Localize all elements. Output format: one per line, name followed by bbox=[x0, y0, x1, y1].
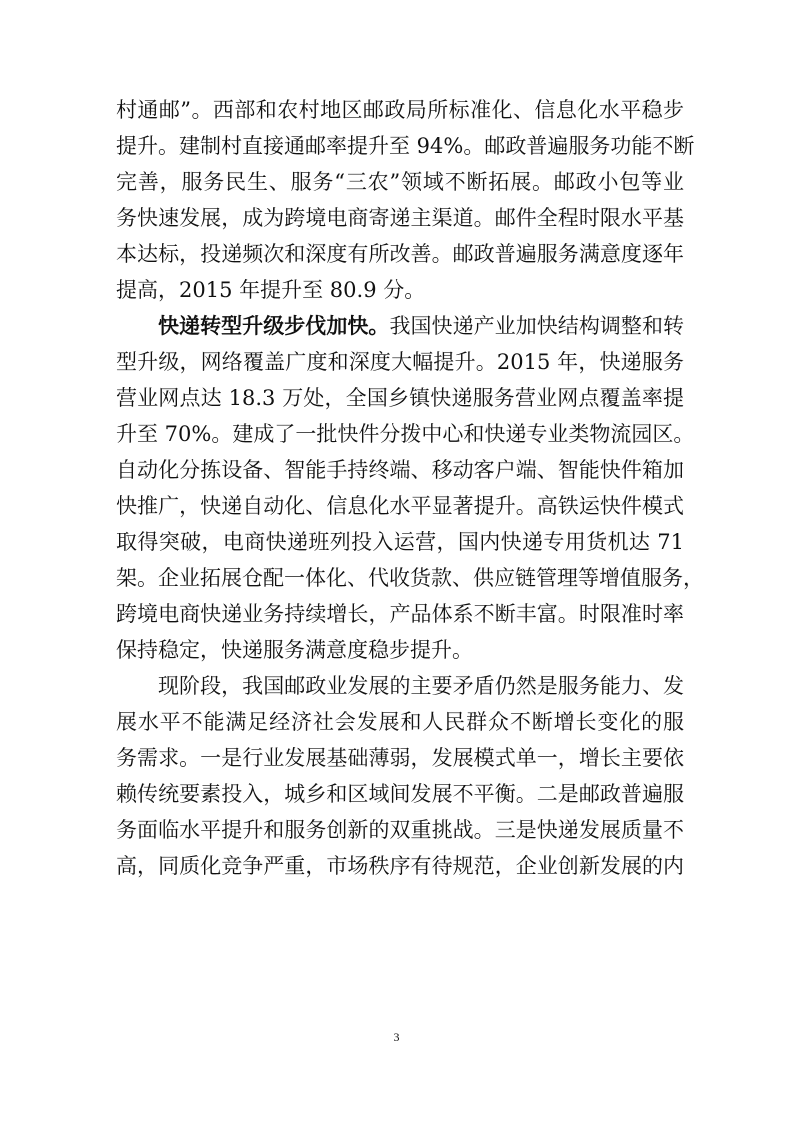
text-line: 保持稳定，快递服务满意度稳步提升。 bbox=[116, 638, 473, 662]
text-line: 现阶段，我国邮政业发展的主要矛盾仍然是服务能力、发 bbox=[158, 674, 684, 698]
text-span: 我国快递产业加快结构调整和转 bbox=[389, 314, 685, 338]
body-text bbox=[116, 92, 704, 884]
text-line: 务面临水平提升和服务创新的双重挑战。三是快递发展质量不 bbox=[116, 818, 684, 842]
text-line: 型升级，网络覆盖广度和深度大幅提升。2015 年，快递服务 bbox=[116, 350, 684, 374]
text-line: 提高，2015 年提升至 80.9 分。 bbox=[116, 278, 426, 302]
text-line: 自动化分拣设备、智能手持终端、移动客户端、智能快件箱加 bbox=[116, 458, 684, 482]
paragraph-heading: 快递转型升级步伐加快。 bbox=[158, 314, 390, 338]
text-line: 务快速发展，成为跨境电商寄递主渠道。邮件全程时限水平基 bbox=[116, 206, 684, 230]
text-line: 升至 70%。建成了一批快件分拨中心和快递专业类物流园区。 bbox=[116, 422, 695, 446]
text-line: 架。企业拓展仓配一体化、代收货款、供应链管理等增值服务， bbox=[116, 566, 704, 590]
text-line bbox=[116, 308, 684, 344]
text-line: 本达标，投递频次和深度有所改善。邮政普遍服务满意度逐年 bbox=[116, 242, 684, 266]
text-line: 营业网点达 18.3 万处，全国乡镇快递服务营业网点覆盖率提 bbox=[116, 386, 684, 410]
text-line: 赖传统要素投入，城乡和区域间发展不平衡。二是邮政普遍服 bbox=[116, 782, 684, 806]
text-line: 取得突破，电商快递班列投入运营，国内快递专用货机达 71 bbox=[116, 530, 684, 554]
paragraph-main-contradiction bbox=[116, 668, 684, 884]
paragraph-express-delivery bbox=[116, 308, 704, 668]
text-line: 展水平不能满足经济社会发展和人民群众不断增长变化的服 bbox=[116, 710, 684, 734]
page-number: 3 bbox=[393, 1030, 400, 1044]
text-line: 务需求。一是行业发展基础薄弱，发展模式单一，增长主要依 bbox=[116, 746, 684, 770]
text-line: 完善，服务民生、服务“三农”领域不断拓展。邮政小包等业 bbox=[116, 170, 684, 194]
text-line: 村通邮”。西部和农村地区邮政局所标准化、信息化水平稳步 bbox=[116, 98, 684, 122]
text-line: 快推广，快递自动化、信息化水平显著提升。高铁运快件模式 bbox=[116, 494, 684, 518]
paragraph-postal-service bbox=[116, 92, 695, 308]
text-line: 跨境电商快递业务持续增长，产品体系不断丰富。时限准时率 bbox=[116, 602, 684, 626]
text-line: 高，同质化竞争严重，市场秩序有待规范，企业创新发展的内 bbox=[116, 854, 684, 878]
text-line: 提升。建制村直接通邮率提升至 94%。邮政普遍服务功能不断 bbox=[116, 134, 695, 158]
